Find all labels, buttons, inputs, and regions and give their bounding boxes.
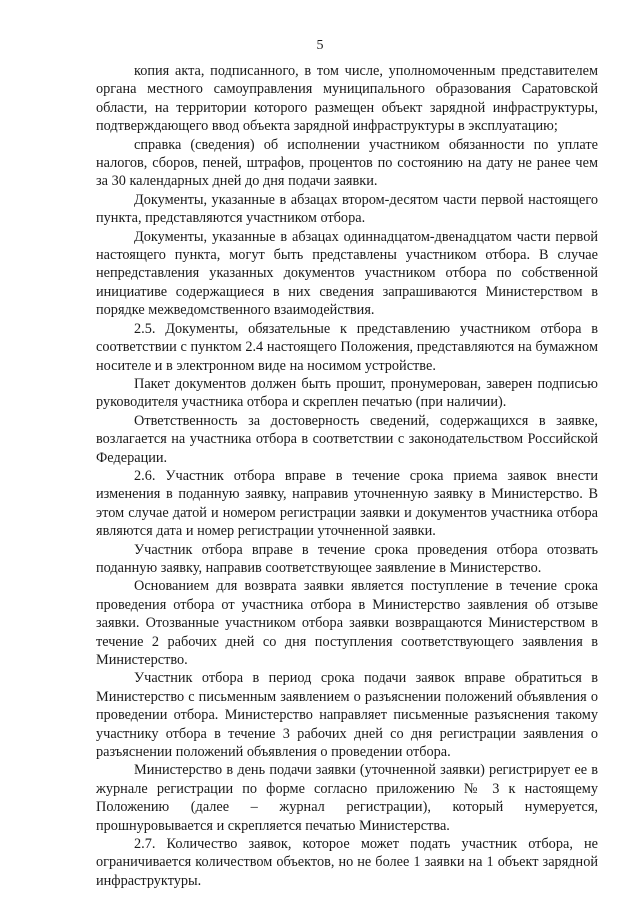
paragraph-registration: Министерство в день подачи заявки (уточненной заявки) регистрирует ее в журнале регистрации по форме согласно приложению № 3 к настоящему Положению (далее – журнал регистрации), который нумеруется, прошнуровывается и скрепляется печатью Министерства. (96, 762, 598, 834)
paragraph-clarification-request: Участник отбора в период срока подачи заявок вправе обратиться в Министерство с письменным заявлением о разъяснении положений объявления о проведении отбора. Министерство направляет письменные разъяснения такому участнику отбора в течение 3 рабочих дней со дня регистрации заявления о разъяснении положений объявления о проведении отбора. (96, 670, 598, 761)
paragraph-documents-optional: Документы, указанные в абзацах одиннадцатом-двенадцатом части первой настоящего пункта, могут быть представлены участником отбора. В случае непредставления указанных документов участником отбора по собственной инициативе содержащиеся в них сведения запрашиваются Министерством в порядке межведомственного взаимодействия. (96, 228, 598, 319)
page-number: 5 (316, 38, 324, 53)
paragraph-2-7: 2.7. Количество заявок, которое может подать участник отбора, не ограничивается количеством объектов, но не более 1 заявки на 1 объект зарядной инфраструктуры. (96, 836, 598, 889)
paragraph-document-package: Пакет документов должен быть прошит, пронумерован, заверен подписью руководителя участника отбора и скреплен печатью (при наличии). (96, 375, 598, 411)
paragraph-return-grounds: Основанием для возврата заявки является поступление в течение срока проведения отбора от участника отбора в Министерство заявления об отзыве заявки. Отозванные участником отбора заявки возвращаются Министерством в течение 2 рабочих дней со дня поступления соответствующего заявления в Министерство. (96, 578, 598, 668)
paragraph-tax-certificate: справка (сведения) об исполнении участником обязанности по уплате налогов, сборов, пеней, штрафов, процентов по состоянию на дату не ранее чем за 30 календарных дней до дня подачи заявки. (96, 136, 598, 190)
paragraph-withdraw-application: Участник отбора вправе в течение срока проведения отбора отозвать поданную заявку, направив соответствующее заявление в Министерство. (96, 541, 598, 576)
paragraph-2-6: 2.6. Участник отбора вправе в течение срока приема заявок внести изменения в поданную заявку, направив уточненную заявку в Министерство. В этом случае датой и номером регистрации заявки и документов участника отбора являются дата и номер регистрации уточненной заявки. (96, 467, 598, 540)
document-body (96, 62, 598, 890)
paragraph-2-5: 2.5. Документы, обязательные к представлению участником отбора в соответствии с пунктом 2.4 настоящего Положения, представляются на бумажном носителе и в электронном виде на носимом устройстве. (96, 320, 598, 374)
paragraph-act-copy: копия акта, подписанного, в том числе, уполномоченным представителем органа местного самоуправления муниципального образования Саратовской области, на территории которого размещен объект зарядной инфраструктуры, подтверждающего ввод объекта зарядной инфраструктуры в эксплуатацию; (96, 63, 598, 135)
paragraph-documents-required: Документы, указанные в абзацах втором-десятом части первой настоящего пункта, представляются участником отбора. (96, 191, 598, 227)
paragraph-responsibility: Ответственность за достоверность сведений, содержащихся в заявке, возлагается на участника отбора в соответствии с законодательством Российской Федерации. (96, 412, 598, 466)
